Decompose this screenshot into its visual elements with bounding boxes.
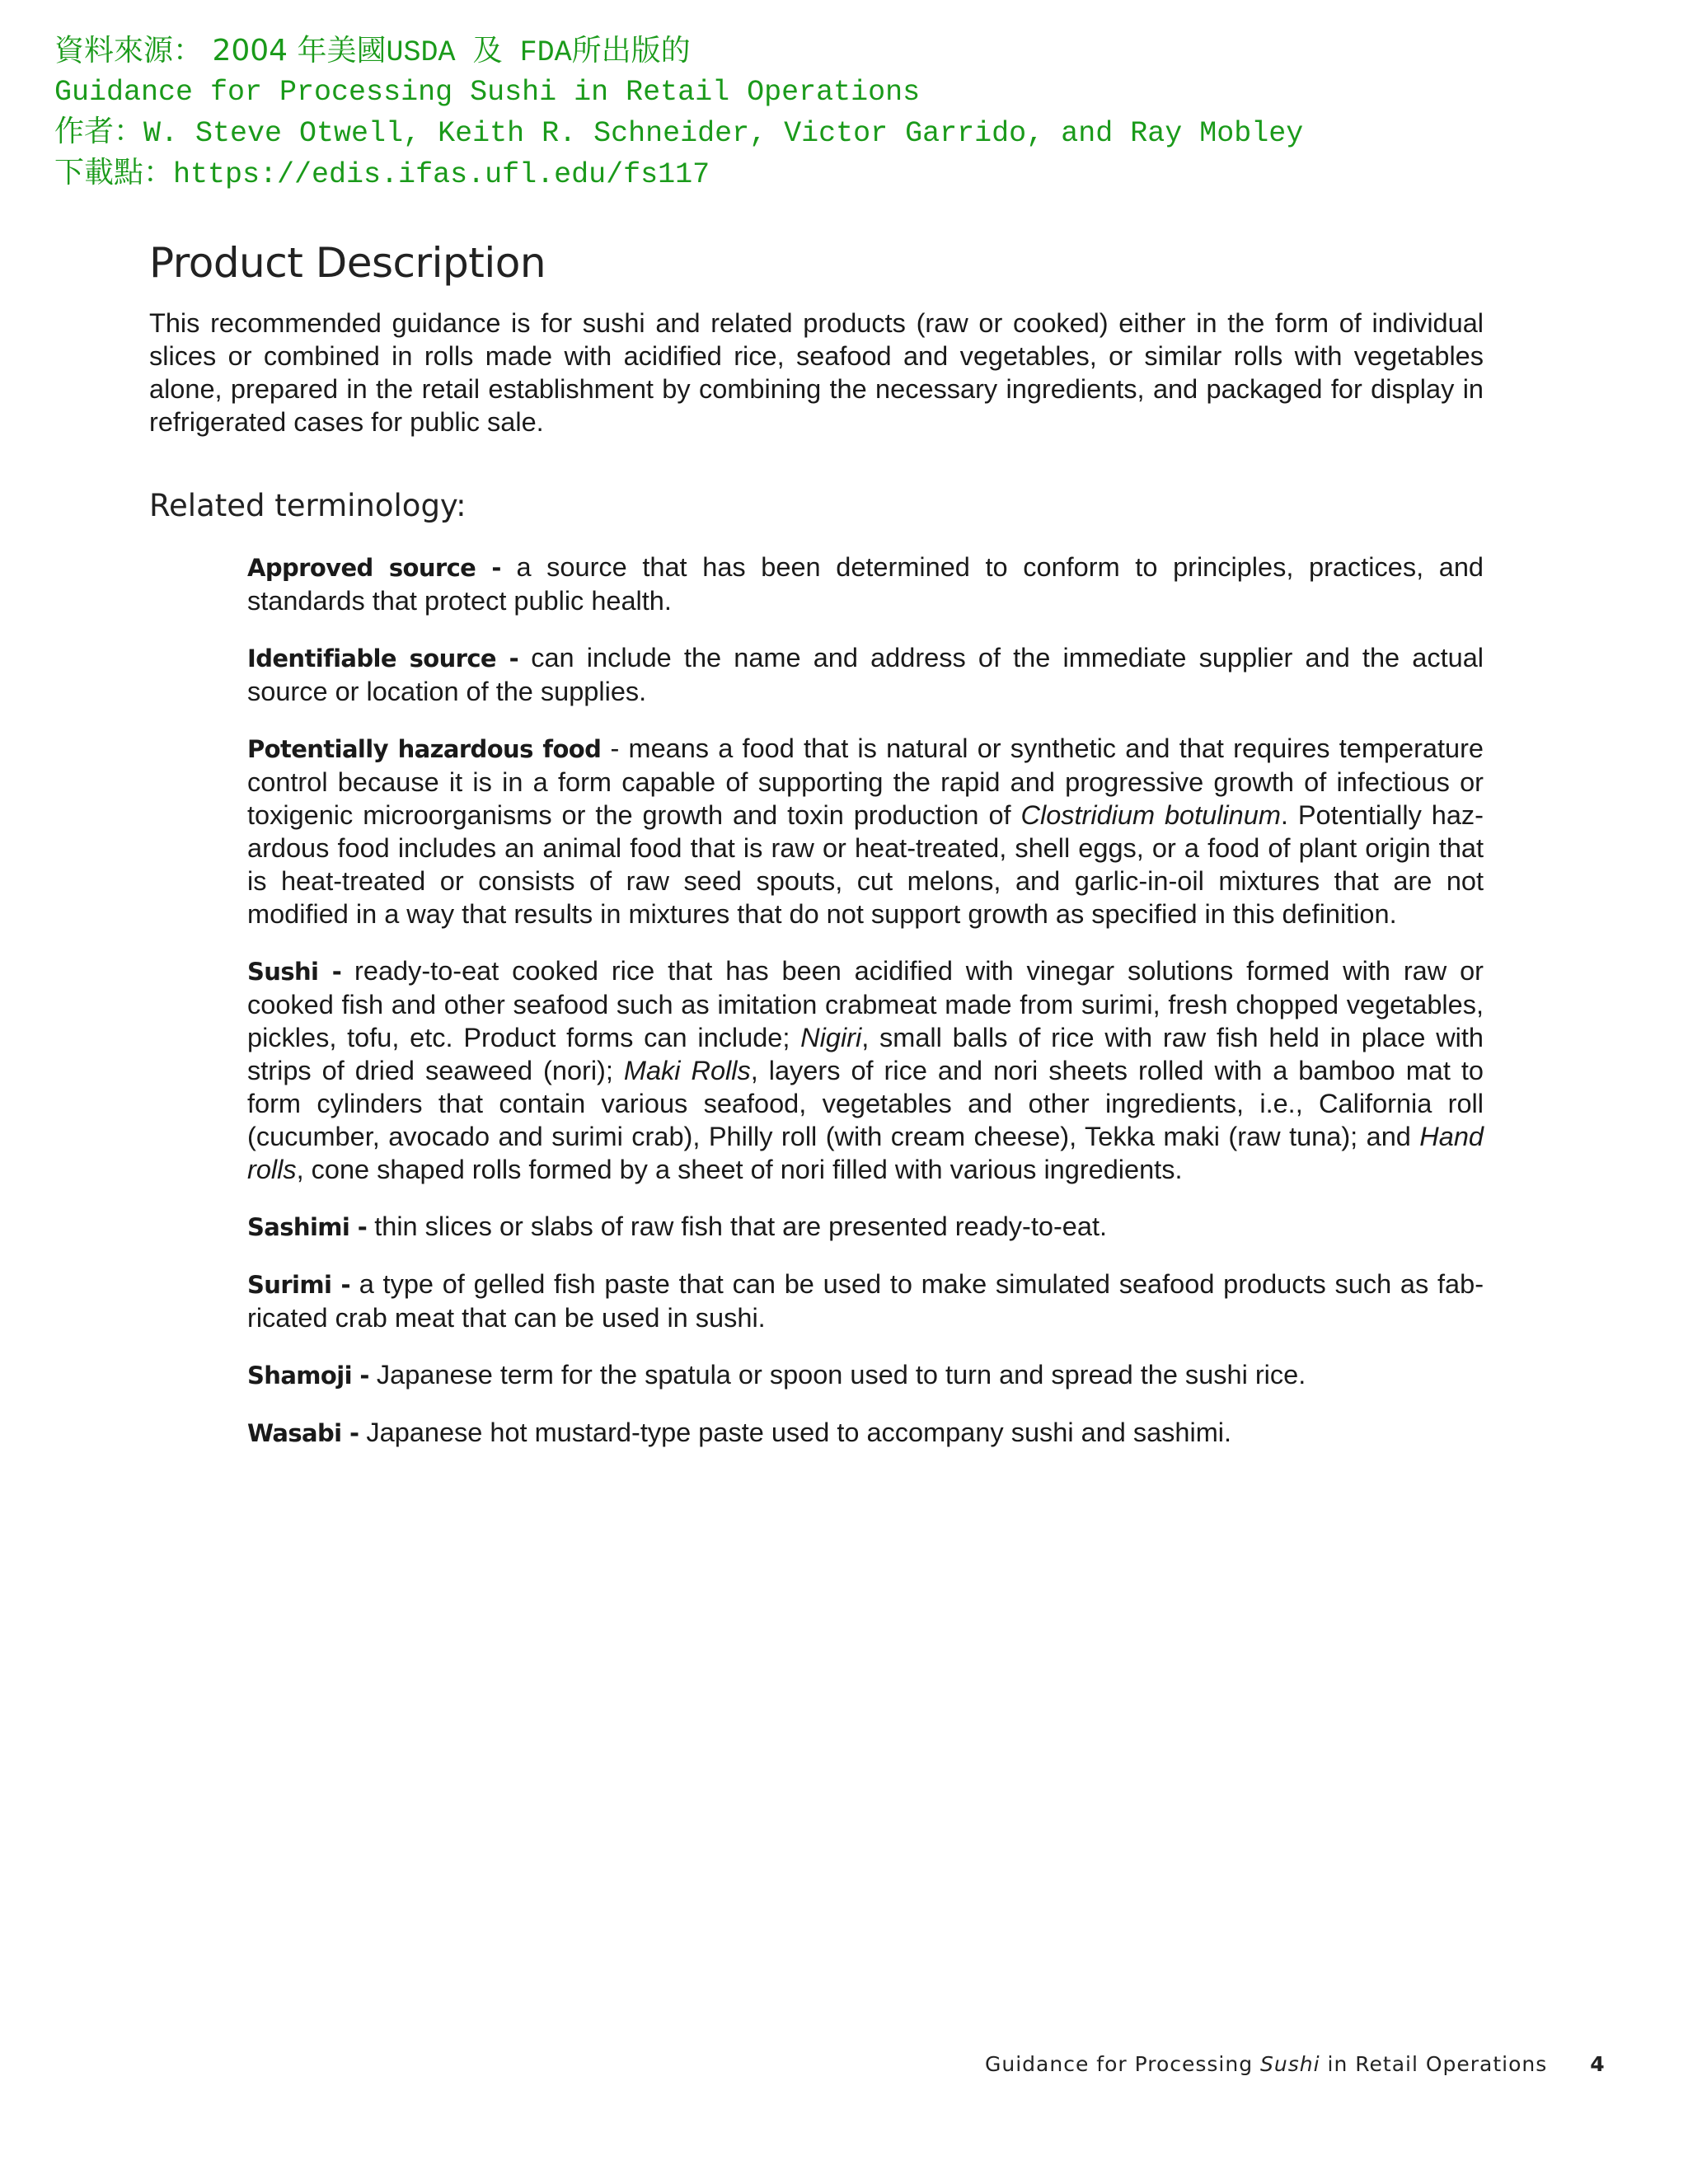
term-definition: - means a food that is natural or synthetic and that requires temperature control because it is in a form capable of supporting the rapid and progressive growth of infectious or toxigenic microorganisms or the growth and toxin production of: [247, 733, 1484, 830]
term-definition: Japanese hot mustard-type paste used to accompany sushi and sashimi.: [359, 1418, 1232, 1447]
terminology-heading: Related terminology:: [149, 488, 467, 523]
term-identifiable-source: [247, 641, 1484, 708]
source-year: 2004: [203, 34, 298, 68]
term-definition: , layers of rice and nori sheets rolled with a bamboo mat to form cylinders that contain various seafood, vegetables and other ingredients, i.e., California roll (cucumber, avocado and surimi crab), Philly roll (with cream cheese), Tekka maki (raw tuna); and: [247, 1056, 1484, 1151]
term-definition-italic: Hand rolls: [247, 1122, 1484, 1184]
term-name: Sushi -: [247, 958, 342, 986]
term-definition: , small balls of rice with raw fish held in place with strips of dried seaweed (nori);: [247, 1023, 1484, 1085]
term-approved-source: [247, 551, 1484, 617]
term-name: Wasabi -: [247, 1419, 359, 1447]
authors-text: W. Steve Otwell, Keith R. Schneider, Victor Garrido, and Ray Mobley: [143, 117, 1304, 150]
term-name: Potentially hazardous food: [247, 735, 602, 763]
term-definition: Japanese term for the spatula or spoon used to turn and spread the sushi rice.: [368, 1360, 1306, 1390]
term-definition: a source that has been determined to conform to principles, practices, and standards that protect public health.: [247, 552, 1484, 616]
footer-title: Guidance for Processing: [985, 2052, 1261, 2076]
footer-title-italic: Sushi: [1260, 2052, 1320, 2076]
section-title: Product Description: [149, 239, 546, 287]
term-definition: a type of gelled fish paste that can be used to make simulated seafood products such as fabricated crab meat that can be used in sushi.: [247, 1269, 1484, 1333]
source-note: [54, 31, 1620, 194]
term-definition-italic: Nigiri: [800, 1023, 862, 1052]
term-definition: can include the name and address of the immediate supplier and the actual source or location of the supplies.: [247, 643, 1484, 706]
source-line: [54, 31, 1620, 73]
download-line: [54, 153, 1620, 194]
authors-label: 作者：: [54, 115, 144, 148]
page-number: 4: [1590, 2052, 1605, 2076]
source-fda: FDA: [502, 36, 572, 69]
download-url[interactable]: https://edis.ifas.ufl.edu/fs117: [173, 158, 710, 191]
footer-title: in Retail Operations: [1320, 2052, 1548, 2076]
page-footer: [985, 2052, 1605, 2076]
term-definition: , cone shaped rolls formed by a sheet of nori filled with various ingredients.: [296, 1155, 1183, 1184]
term-shamoji: [247, 1358, 1484, 1392]
source-label: 資料來源：: [54, 34, 204, 68]
term-sushi: [247, 954, 1484, 1186]
download-label: 下載點：: [54, 156, 174, 190]
authors-line: [54, 112, 1620, 153]
source-usda: USDA: [386, 36, 473, 69]
term-definition-italic: Maki Rolls: [623, 1056, 751, 1085]
term-wasabi: [247, 1416, 1484, 1450]
source-country: 年美國: [297, 34, 387, 68]
term-definition: ready-to-eat cooked rice that has been acidified with vinegar solutions formed with raw or cooked fish and other seafood such as imitation crabmeat made from surimi, fresh chopped vegetables, pickles, tofu, etc. Product forms can include;: [247, 956, 1484, 1052]
term-name: Shamoji -: [247, 1361, 369, 1390]
term-surimi: [247, 1268, 1484, 1334]
term-definition-italic: Clostridium botulinum: [1020, 800, 1281, 830]
source-published: 所出版的: [571, 34, 691, 68]
terminology-list: [247, 551, 1484, 1474]
term-definition: . Potentially hazardous food includes an animal food that is raw or heat-treated, shell eggs, or a food of plant origin that is heat-treated or consists of raw seed spouts, cut melons, and garlic-in-oil mixtures that are not modified in a way that results in mixtures that do not support growth as specified in this definition.: [247, 800, 1484, 929]
source-and: 及: [472, 34, 503, 68]
term-name: Surimi -: [247, 1271, 350, 1299]
term-definition: thin slices or slabs of raw fish that are presented ready-to-eat.: [367, 1212, 1107, 1241]
term-potentially-hazardous-food: [247, 732, 1484, 930]
source-title: Guidance for Processing Sushi in Retail Operations: [54, 76, 921, 109]
term-sashimi: [247, 1210, 1484, 1244]
term-name: Approved source -: [247, 554, 501, 582]
term-name: Identifiable source -: [247, 644, 519, 673]
intro-paragraph: This recommended guidance is for sushi and related products (raw or cooked) either in the form of individual slices or combined in rolls made with acidified rice, seafood and vegetables, or similar rolls with vegetables alone, prepared in the retail establishment by combining the necessary ingredients, and packaged for display in refrigerated cases for public sale.: [149, 308, 1484, 437]
term-name: Sashimi -: [247, 1213, 368, 1241]
